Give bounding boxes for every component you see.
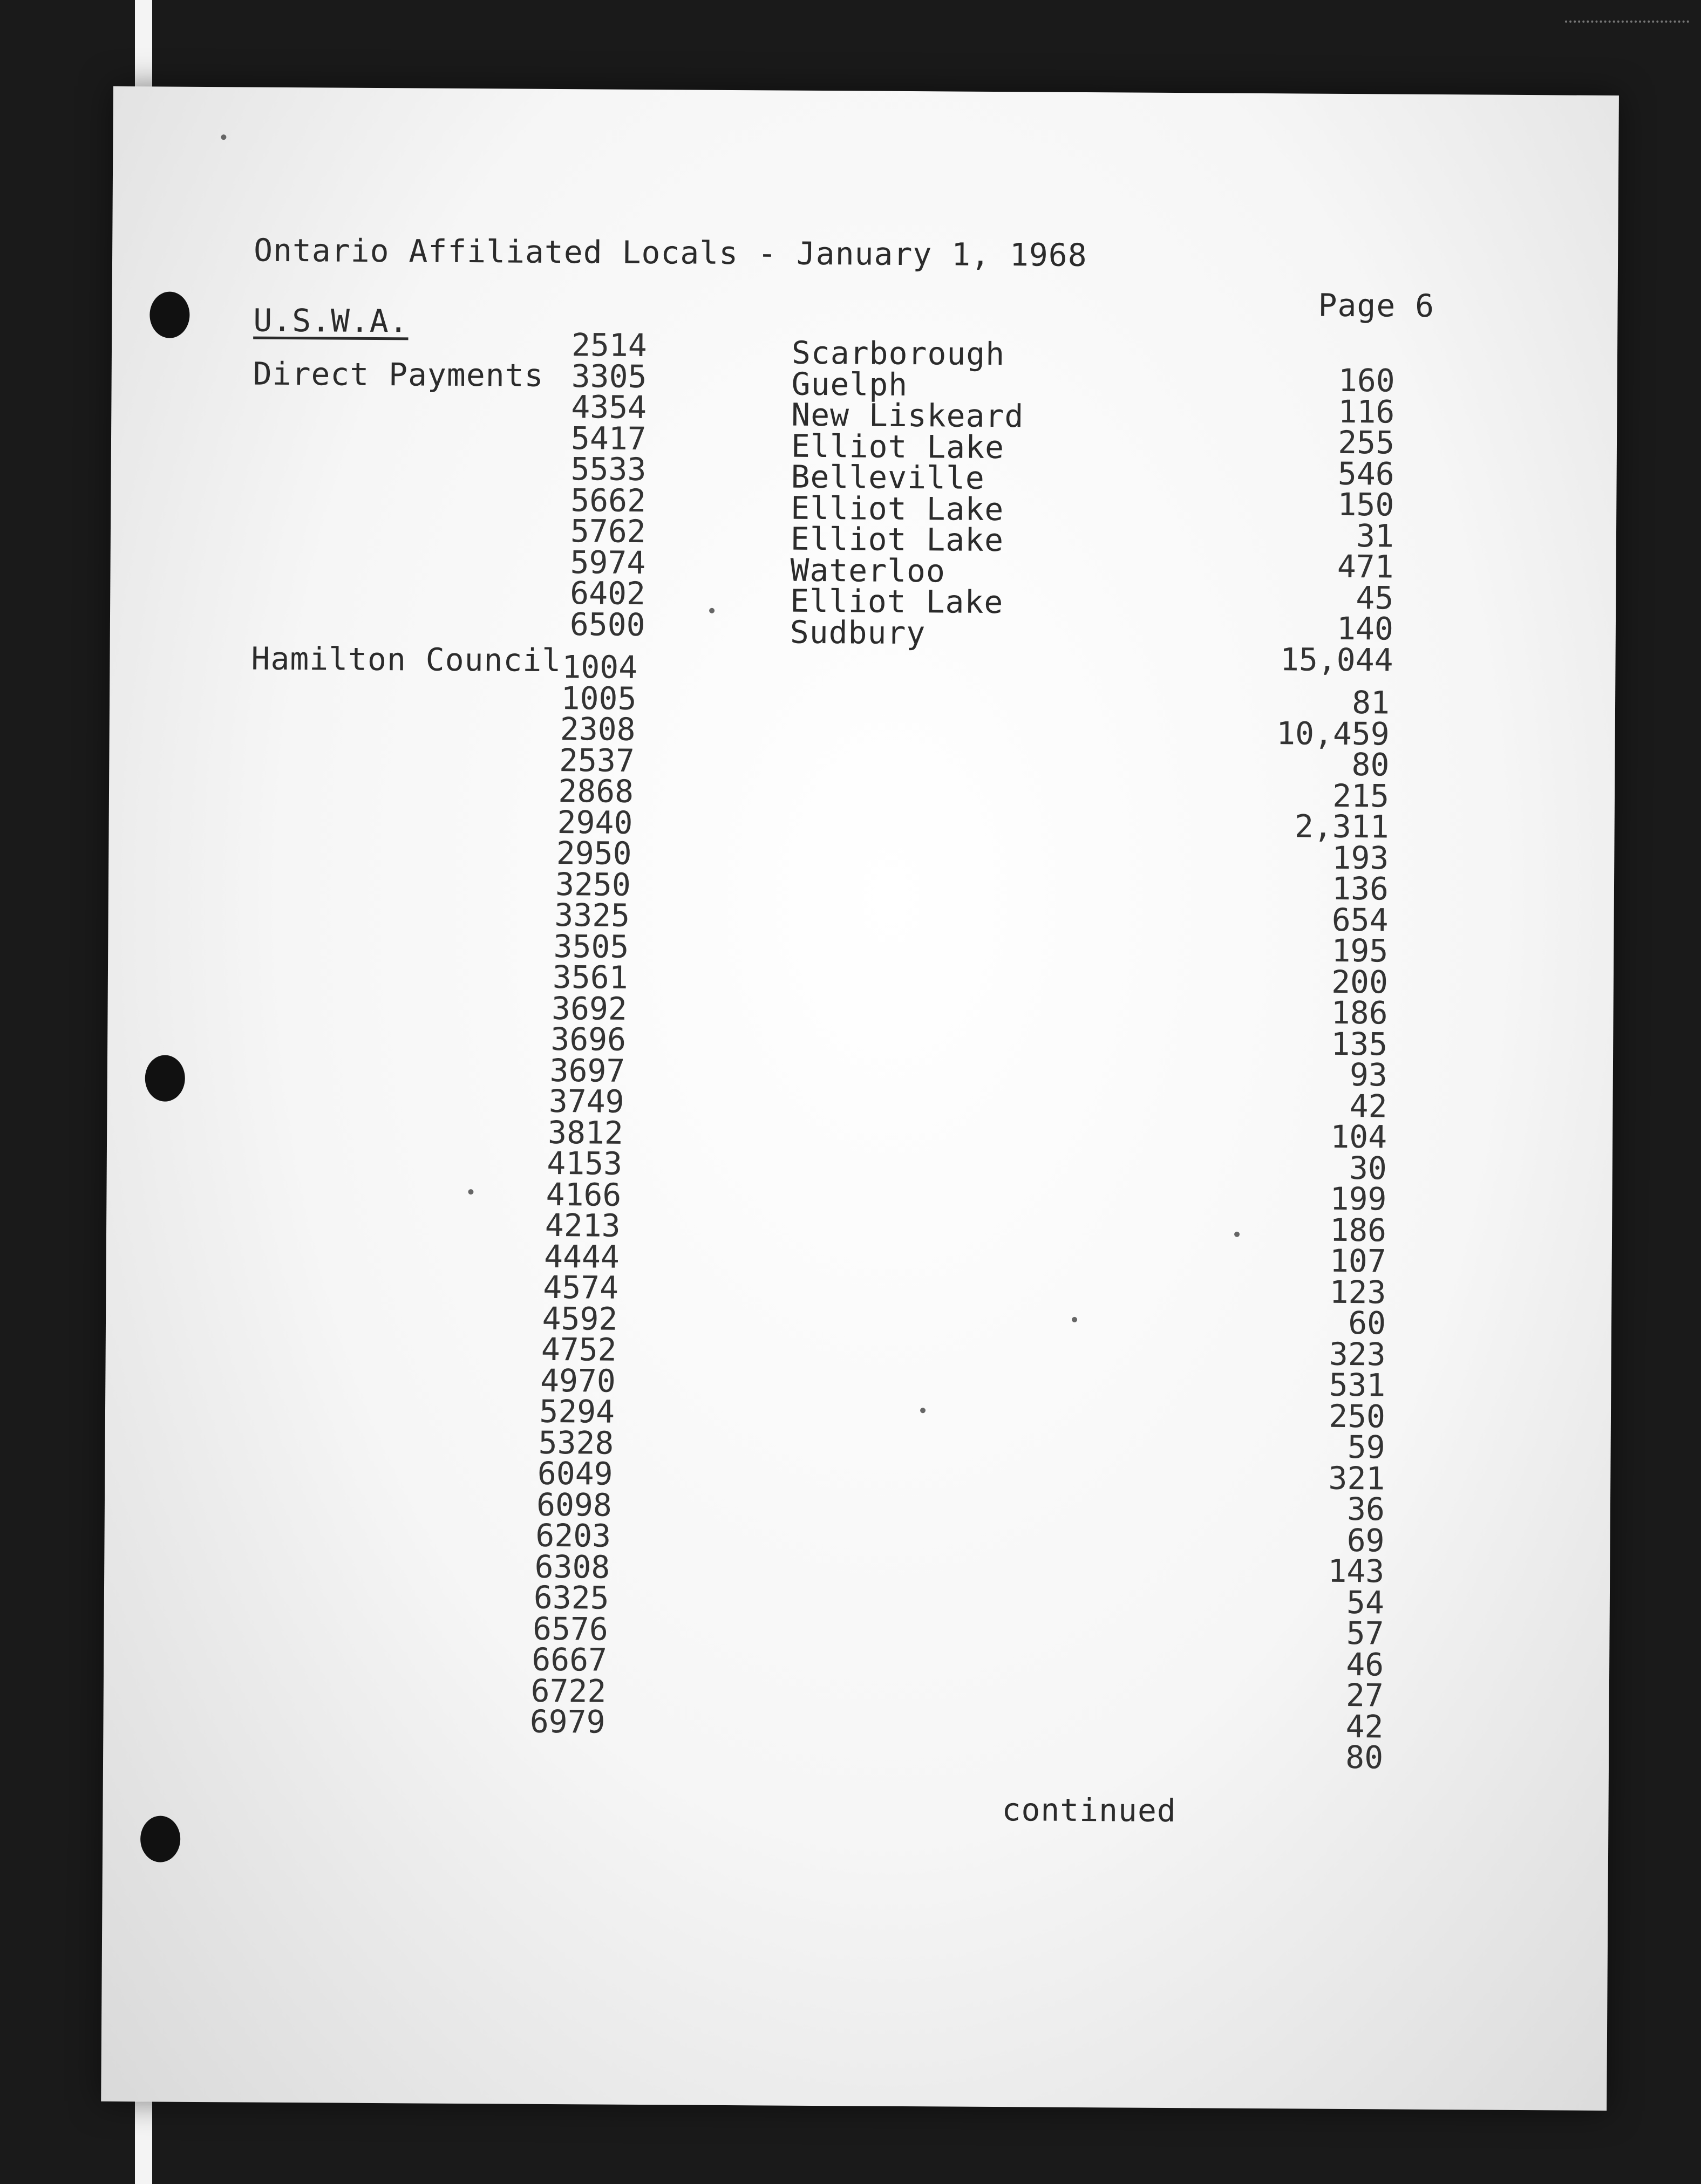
punch-hole-middle xyxy=(145,1055,186,1101)
member-count: 93 xyxy=(1349,1056,1388,1094)
local-place: Guelph xyxy=(791,365,908,403)
member-count: 186 xyxy=(1330,1211,1387,1248)
local-number: 6402 xyxy=(570,575,646,612)
local-number: 3697 xyxy=(549,1052,625,1089)
member-count: 107 xyxy=(1329,1242,1386,1280)
local-number: 5533 xyxy=(570,451,647,488)
member-count: 45 xyxy=(1356,579,1394,617)
document-page xyxy=(101,86,1619,2111)
punch-hole-top xyxy=(149,291,190,338)
member-count: 59 xyxy=(1347,1429,1385,1466)
local-number: 5662 xyxy=(570,481,647,519)
local-number: 3505 xyxy=(553,927,629,965)
group-label-direct-payments: Direct Payments xyxy=(253,355,544,394)
local-number: 4213 xyxy=(545,1206,621,1244)
local-number: 6098 xyxy=(536,1486,613,1524)
member-count: 199 xyxy=(1330,1180,1387,1218)
member-count: 27 xyxy=(1345,1677,1384,1714)
local-number: 2940 xyxy=(557,803,633,841)
local-number: 5762 xyxy=(570,513,646,550)
member-count: 31 xyxy=(1356,517,1394,555)
member-count: 150 xyxy=(1337,486,1394,523)
local-place: Elliot Lake xyxy=(790,582,1004,621)
member-count: 10,459 xyxy=(1276,714,1390,752)
local-number: 4354 xyxy=(571,388,647,426)
member-count: 42 xyxy=(1345,1708,1384,1745)
local-place: Sudbury xyxy=(790,613,926,651)
member-count: 57 xyxy=(1346,1615,1384,1652)
member-count: 30 xyxy=(1349,1149,1387,1186)
member-count: 136 xyxy=(1331,870,1389,907)
local-number: 3696 xyxy=(550,1020,627,1058)
local-number: 2868 xyxy=(558,773,634,810)
local-number: 4166 xyxy=(546,1176,622,1213)
local-number: 3325 xyxy=(554,897,630,934)
local-place: Elliot Lake xyxy=(790,520,1004,559)
member-count: 143 xyxy=(1328,1552,1385,1590)
local-number: 2514 xyxy=(571,326,647,364)
local-number: 5417 xyxy=(570,419,647,457)
local-number: 4574 xyxy=(543,1268,619,1306)
dust-speck xyxy=(221,134,226,140)
dust-speck xyxy=(920,1408,926,1413)
local-place: Waterloo xyxy=(790,551,946,589)
local-number: 6308 xyxy=(534,1548,610,1586)
local-number: 2950 xyxy=(556,835,632,872)
local-number: 4592 xyxy=(542,1300,618,1337)
dust-speck xyxy=(709,608,715,613)
member-count: 80 xyxy=(1351,746,1390,783)
dust-speck xyxy=(1072,1317,1077,1322)
page-number: Page 6 xyxy=(1318,286,1435,324)
local-number: 3749 xyxy=(548,1082,624,1120)
local-number: 6325 xyxy=(533,1579,609,1616)
local-number: 6667 xyxy=(532,1641,608,1678)
member-count: 116 xyxy=(1338,393,1395,431)
member-count: 140 xyxy=(1336,610,1394,647)
member-count: 654 xyxy=(1331,901,1389,938)
member-count: 36 xyxy=(1346,1491,1385,1528)
member-count: 195 xyxy=(1331,932,1389,970)
member-count: 42 xyxy=(1349,1087,1387,1124)
member-count: 546 xyxy=(1337,455,1394,493)
member-count: 160 xyxy=(1338,361,1395,399)
local-number: 6722 xyxy=(530,1672,607,1710)
local-place: Belleville xyxy=(791,458,985,496)
member-count: 54 xyxy=(1346,1584,1385,1621)
local-number: 1004 xyxy=(562,649,638,686)
member-count: 123 xyxy=(1329,1273,1386,1311)
member-count: 135 xyxy=(1331,1025,1388,1062)
member-count: 200 xyxy=(1331,963,1389,1000)
local-number: 6049 xyxy=(537,1455,613,1492)
member-count: 2,311 xyxy=(1294,808,1389,845)
local-number: 4752 xyxy=(541,1330,617,1368)
local-number: 6500 xyxy=(569,605,645,643)
dust-speck xyxy=(468,1189,473,1195)
local-number: 3812 xyxy=(547,1114,624,1151)
member-count: 15,044 xyxy=(1280,640,1393,679)
member-count: 80 xyxy=(1345,1739,1384,1776)
local-number: 5974 xyxy=(570,543,646,581)
continued-note: continued xyxy=(1002,1791,1177,1830)
local-number: 4970 xyxy=(540,1362,616,1400)
local-number: 6576 xyxy=(532,1610,609,1648)
member-count: 250 xyxy=(1329,1397,1386,1435)
member-count: 46 xyxy=(1346,1646,1384,1683)
local-place: Elliot Lake xyxy=(791,489,1004,528)
local-number: 5294 xyxy=(539,1393,615,1430)
member-count: 60 xyxy=(1348,1305,1386,1342)
member-count: 69 xyxy=(1346,1521,1385,1559)
member-count: 215 xyxy=(1332,777,1390,814)
local-place: Elliot Lake xyxy=(791,427,1005,466)
member-count: 471 xyxy=(1337,548,1394,585)
local-number: 3561 xyxy=(552,959,628,996)
document-title: Ontario Affiliated Locals - January 1, 1968 xyxy=(253,231,1087,274)
local-number: 3305 xyxy=(571,357,647,395)
member-count: 321 xyxy=(1328,1459,1385,1497)
member-count: 81 xyxy=(1352,684,1390,721)
member-count: 255 xyxy=(1338,424,1395,461)
local-number: 6203 xyxy=(535,1517,611,1554)
local-number: 4153 xyxy=(547,1144,623,1182)
punch-hole-bottom xyxy=(140,1816,181,1862)
member-count: 531 xyxy=(1329,1366,1386,1404)
local-place: New Liskeard xyxy=(791,396,1024,435)
member-count: 193 xyxy=(1332,839,1389,876)
group-label-hamilton-council: Hamilton Council xyxy=(251,640,562,679)
local-number: 4444 xyxy=(543,1238,620,1275)
local-number: 2308 xyxy=(560,711,636,748)
dust-speck xyxy=(1234,1232,1240,1237)
section-heading: U.S.W.A. xyxy=(253,302,409,340)
local-number: 2537 xyxy=(559,741,635,779)
member-count: 104 xyxy=(1330,1118,1387,1156)
local-number: 6979 xyxy=(529,1703,605,1741)
local-number: 1005 xyxy=(561,679,637,717)
member-count: 323 xyxy=(1329,1335,1386,1373)
member-count: 186 xyxy=(1331,994,1388,1032)
local-place: Scarborough xyxy=(791,334,1005,373)
local-number: 5328 xyxy=(538,1424,614,1462)
local-number: 3692 xyxy=(551,989,628,1027)
local-number: 3250 xyxy=(555,865,631,903)
film-edge-marks xyxy=(1565,21,1689,26)
